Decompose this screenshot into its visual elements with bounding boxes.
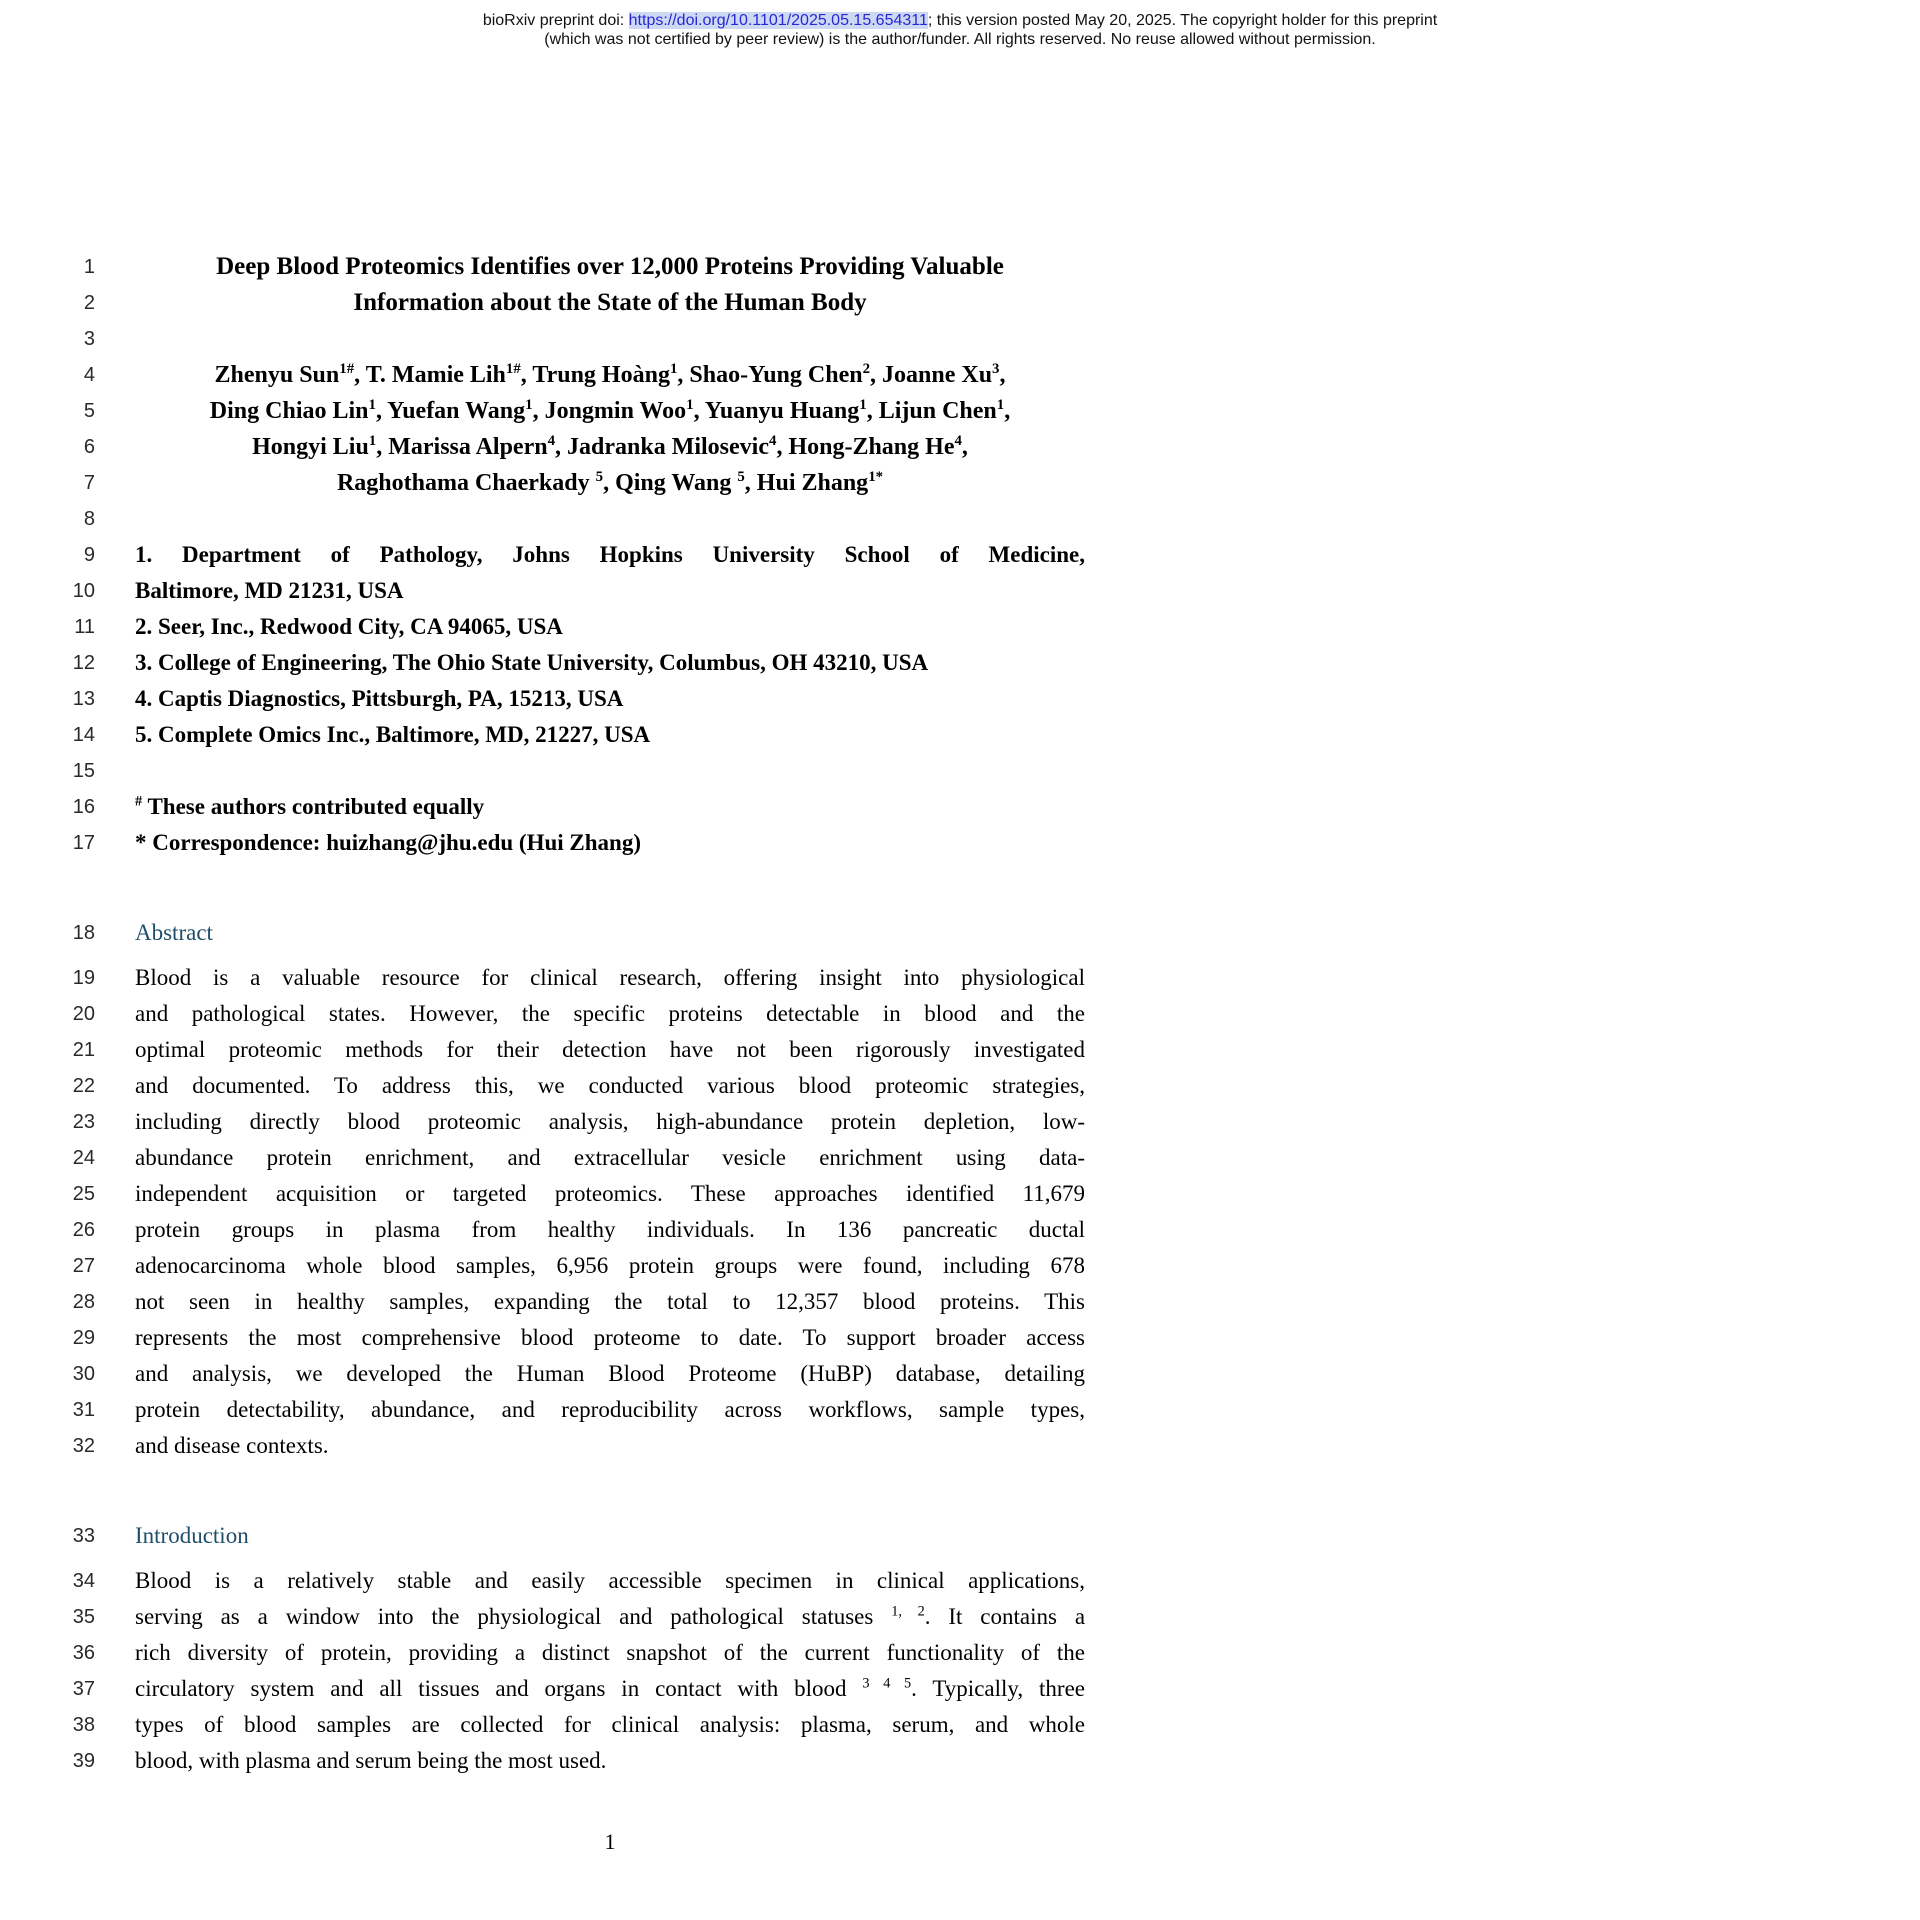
text-segment: , Hui Zhang [744, 470, 869, 496]
document-line [0, 960, 1920, 996]
document-line [0, 1635, 1920, 1671]
superscript: 4 [954, 433, 962, 449]
text-segment: . It contains a [924, 1604, 1085, 1629]
line-text [135, 1284, 1085, 1320]
line-number: 17 [72, 832, 95, 854]
document-line [0, 645, 1920, 681]
document-line [0, 465, 1920, 501]
line-text [135, 1212, 1085, 1248]
line-text [135, 1518, 1085, 1554]
line-number: 7 [83, 472, 95, 494]
text-segment: Information about the State of the Human Body [353, 289, 867, 316]
text-segment: Zhenyu Sun [214, 362, 340, 388]
superscript: 5 [595, 469, 604, 485]
superscript: 5 [737, 469, 745, 485]
document-line [0, 1599, 1920, 1635]
document-line [0, 1428, 1920, 1464]
text-segment: Blood is a relatively stable and easily accessible specimen in clinical applications, [135, 1568, 1085, 1593]
page-footer [135, 1829, 1085, 1855]
text-segment: , [1004, 398, 1011, 424]
text-segment: serving as a window into the physiological and pathological statuses [135, 1604, 892, 1629]
document-line [0, 915, 1920, 951]
text-segment: Raghothama Chaerkady [336, 470, 596, 496]
text-segment: rich diversity of protein, providing a distinct snapshot of the current functionality of the [135, 1640, 1085, 1665]
line-number: 23 [72, 1111, 95, 1133]
line-text [135, 1032, 1085, 1068]
text-segment: 4. Captis Diagnostics, Pittsburgh, PA, 15213, USA [135, 686, 624, 711]
line-number: 3 [83, 328, 95, 350]
text-segment: , Qing Wang [603, 470, 738, 496]
line-number: 15 [72, 760, 95, 782]
document-line [0, 1518, 1920, 1554]
line-number: 22 [72, 1075, 95, 1097]
superscript: 1 [525, 397, 533, 413]
line-number: 21 [72, 1039, 95, 1061]
document-line [0, 717, 1920, 753]
text-segment: protein detectability, abundance, and reproducibility across workflows, sample types, [135, 1397, 1085, 1422]
header-line-1 [0, 11, 1920, 30]
text-segment: including directly blood proteomic analysis, high-abundance protein depletion, low- [135, 1109, 1085, 1134]
superscript: 1 [368, 397, 376, 413]
text-segment: , Lijun Chen [866, 398, 997, 424]
line-text [135, 357, 1085, 393]
document-line [0, 1248, 1920, 1284]
text-segment: Introduction [135, 1523, 249, 1548]
text-segment: Ding Chiao Lin [209, 398, 369, 424]
header-line-2: (which was not certified by peer review) is the author/funder. All rights reserved. No reuse allowed without permission. [544, 31, 1376, 48]
line-text [135, 1320, 1085, 1356]
document-line [0, 996, 1920, 1032]
line-text [135, 1743, 1085, 1779]
line-text [135, 1635, 1085, 1671]
document-line [0, 609, 1920, 645]
line-number: 4 [83, 364, 95, 386]
text-segment: protein groups in plasma from healthy individuals. In 136 pancreatic ductal [135, 1217, 1085, 1242]
document-line [0, 1707, 1920, 1743]
text-segment: represents the most comprehensive blood proteome to date. To support broader access [135, 1325, 1085, 1350]
document-line [0, 357, 1920, 393]
line-number: 6 [83, 436, 95, 458]
line-text [135, 1068, 1085, 1104]
text-segment: and documented. To address this, we conducted various blood proteomic strategies, [135, 1073, 1085, 1098]
superscript: # [135, 793, 143, 810]
line-text [135, 1356, 1085, 1392]
line-number: 25 [72, 1183, 95, 1205]
text-segment: 2. Seer, Inc., Redwood City, CA 94065, USA [135, 614, 563, 639]
line-number: 29 [72, 1327, 95, 1349]
line-text [135, 321, 1085, 357]
line-text [135, 717, 1085, 753]
superscript: 1 [686, 397, 694, 413]
line-text [135, 1176, 1085, 1212]
document-line [0, 1563, 1920, 1599]
text-segment: , Yuefan Wang [375, 398, 526, 424]
doi-link[interactable]: https://doi.org/10.1101/2025.05.15.654311 [628, 12, 928, 29]
document-line [0, 789, 1920, 825]
text-segment: and pathological states. However, the specific proteins detectable in blood and the [135, 1001, 1085, 1026]
line-text [135, 753, 1085, 789]
text-segment: abundance protein enrichment, and extracellular vesicle enrichment using data- [135, 1145, 1085, 1170]
superscript: 1# [339, 361, 355, 377]
document-line [0, 1140, 1920, 1176]
document-line [0, 1743, 1920, 1779]
superscript: 1 [669, 361, 678, 377]
text-segment: Deep Blood Proteomics Identifies over 12,000 Proteins Providing Valuable [216, 253, 1004, 280]
line-text [135, 825, 1085, 861]
document-line [0, 753, 1920, 789]
text-segment: , Shao-Yung Chen [677, 362, 863, 388]
text-segment: Hongyi Liu [252, 434, 369, 460]
document-line [0, 1212, 1920, 1248]
superscript: 3 [992, 361, 1000, 377]
text-segment: These authors contributed equally [142, 794, 485, 819]
line-text [135, 915, 1085, 951]
line-text [135, 1392, 1085, 1428]
superscript: 1# [505, 361, 521, 377]
text-segment: Baltimore, MD 21231, USA [135, 578, 404, 603]
line-number: 9 [83, 544, 95, 566]
superscript: 1, 2 [891, 1603, 925, 1620]
document-line [0, 1068, 1920, 1104]
line-number: 35 [72, 1606, 95, 1628]
line-text [135, 1140, 1085, 1176]
line-text [135, 537, 1085, 573]
line-number: 28 [72, 1291, 95, 1313]
document-line [0, 249, 1920, 285]
line-text [135, 573, 1085, 609]
text-segment: , Jadranka Milosevic [555, 434, 769, 460]
line-number: 12 [72, 652, 95, 674]
line-text [135, 960, 1085, 996]
line-text [135, 1104, 1085, 1140]
document-line [0, 393, 1920, 429]
line-number: 34 [72, 1570, 95, 1592]
line-text [135, 789, 1085, 825]
line-text [135, 996, 1085, 1032]
text-segment: types of blood samples are collected for clinical analysis: plasma, serum, and whole [135, 1712, 1085, 1737]
text-segment: , Hong-Zhang He [776, 434, 955, 460]
document-line [0, 1176, 1920, 1212]
superscript: 1 [859, 397, 867, 413]
line-text [135, 1428, 1085, 1464]
line-text [135, 249, 1085, 285]
line-number: 30 [72, 1363, 95, 1385]
line-number: 1 [83, 256, 95, 278]
line-number: 39 [72, 1750, 95, 1772]
line-text [135, 1248, 1085, 1284]
line-text [135, 681, 1085, 717]
line-number: 31 [72, 1399, 95, 1421]
document-line [0, 1671, 1920, 1707]
superscript: 4 [769, 433, 777, 449]
text-segment: , Jongmin Woo [532, 398, 687, 424]
document-line [0, 1392, 1920, 1428]
line-text [135, 645, 1085, 681]
text-segment: , Yuanyu Huang [693, 398, 860, 424]
document-line [0, 1320, 1920, 1356]
text-segment: , Trung Hoàng [520, 362, 670, 388]
line-text [135, 1563, 1085, 1599]
text-segment: optimal proteomic methods for their detection have not been rigorously investigated [135, 1037, 1085, 1062]
line-text [135, 465, 1085, 501]
line-number: 26 [72, 1219, 95, 1241]
line-number: 18 [72, 922, 95, 944]
document-line [0, 681, 1920, 717]
superscript: 3 4 5 [862, 1675, 912, 1692]
superscript: 2 [862, 361, 871, 377]
line-number: 32 [72, 1435, 95, 1457]
line-text [135, 1599, 1085, 1635]
superscript: 4 [547, 433, 555, 449]
document-line [0, 573, 1920, 609]
line-number: 20 [72, 1003, 95, 1025]
document-line [0, 285, 1920, 321]
document-line [0, 825, 1920, 861]
line-number: 2 [83, 292, 95, 314]
text-segment: Blood is a valuable resource for clinical research, offering insight into physiological [135, 965, 1085, 990]
text-segment: , [999, 362, 1006, 388]
line-number: 27 [72, 1255, 95, 1277]
text-segment: 1. Department of Pathology, Johns Hopkins University School of Medicine, [135, 542, 1085, 567]
text-segment: not seen in healthy samples, expanding the total to 12,357 blood proteins. This [135, 1289, 1085, 1314]
document-line [0, 537, 1920, 573]
text-segment: and disease contexts. [135, 1433, 329, 1458]
line-number: 13 [72, 688, 95, 710]
text-segment: , T. Mamie Lih [354, 362, 506, 388]
line-number: 10 [72, 580, 95, 602]
document-line [0, 1356, 1920, 1392]
line-number: 11 [74, 616, 95, 638]
line-text [135, 285, 1085, 321]
line-text [135, 429, 1085, 465]
superscript: 1 [996, 397, 1005, 413]
text-segment: 5. Complete Omics Inc., Baltimore, MD, 21227, USA [135, 722, 651, 747]
document-line [0, 1032, 1920, 1068]
line-text [135, 1707, 1085, 1743]
text-segment: , [961, 434, 968, 460]
superscript: 1* [868, 469, 884, 485]
superscript: 1 [368, 433, 377, 449]
document-line [0, 1284, 1920, 1320]
line-number: 33 [72, 1525, 95, 1547]
text-segment: , Joanne Xu [870, 362, 993, 388]
document-line [0, 321, 1920, 357]
text-segment: circulatory system and all tissues and organs in contact with blood [135, 1676, 863, 1701]
header-doi-prefix: bioRxiv preprint doi: [482, 12, 629, 29]
line-number: 14 [72, 724, 95, 746]
line-number: 8 [83, 508, 95, 530]
text-segment: blood, with plasma and serum being the most used. [135, 1748, 607, 1773]
text-segment: , Marissa Alpern [376, 434, 548, 460]
line-text [135, 393, 1085, 429]
line-number: 16 [72, 796, 95, 818]
text-segment: independent acquisition or targeted proteomics. These approaches identified 11,679 [135, 1181, 1085, 1206]
document-line [0, 501, 1920, 537]
header-version-note: ; this version posted May 20, 2025. The copyright holder for this preprint [927, 12, 1438, 29]
text-segment: * Correspondence: huizhang@jhu.edu (Hui Zhang) [135, 830, 641, 855]
text-segment: 3. College of Engineering, The Ohio State University, Columbus, OH 43210, USA [135, 650, 929, 675]
page-number: 1 [604, 1829, 616, 1854]
line-text [135, 609, 1085, 645]
document-line [0, 429, 1920, 465]
line-text [135, 1671, 1085, 1707]
line-text [135, 501, 1085, 537]
text-segment: adenocarcinoma whole blood samples, 6,956 protein groups were found, including 678 [135, 1253, 1085, 1278]
biorxiv-header [0, 0, 1920, 49]
text-segment: and analysis, we developed the Human Blood Proteome (HuBP) database, detailing [135, 1361, 1085, 1386]
document-lines [0, 49, 1920, 1779]
line-number: 24 [72, 1147, 95, 1169]
line-number: 36 [72, 1642, 95, 1664]
text-segment: . Typically, three [911, 1676, 1085, 1701]
text-segment: Abstract [135, 920, 213, 945]
line-number: 38 [72, 1714, 95, 1736]
document-line [0, 1104, 1920, 1140]
line-number: 19 [72, 967, 95, 989]
line-number: 37 [72, 1678, 95, 1700]
line-number: 5 [83, 400, 95, 422]
